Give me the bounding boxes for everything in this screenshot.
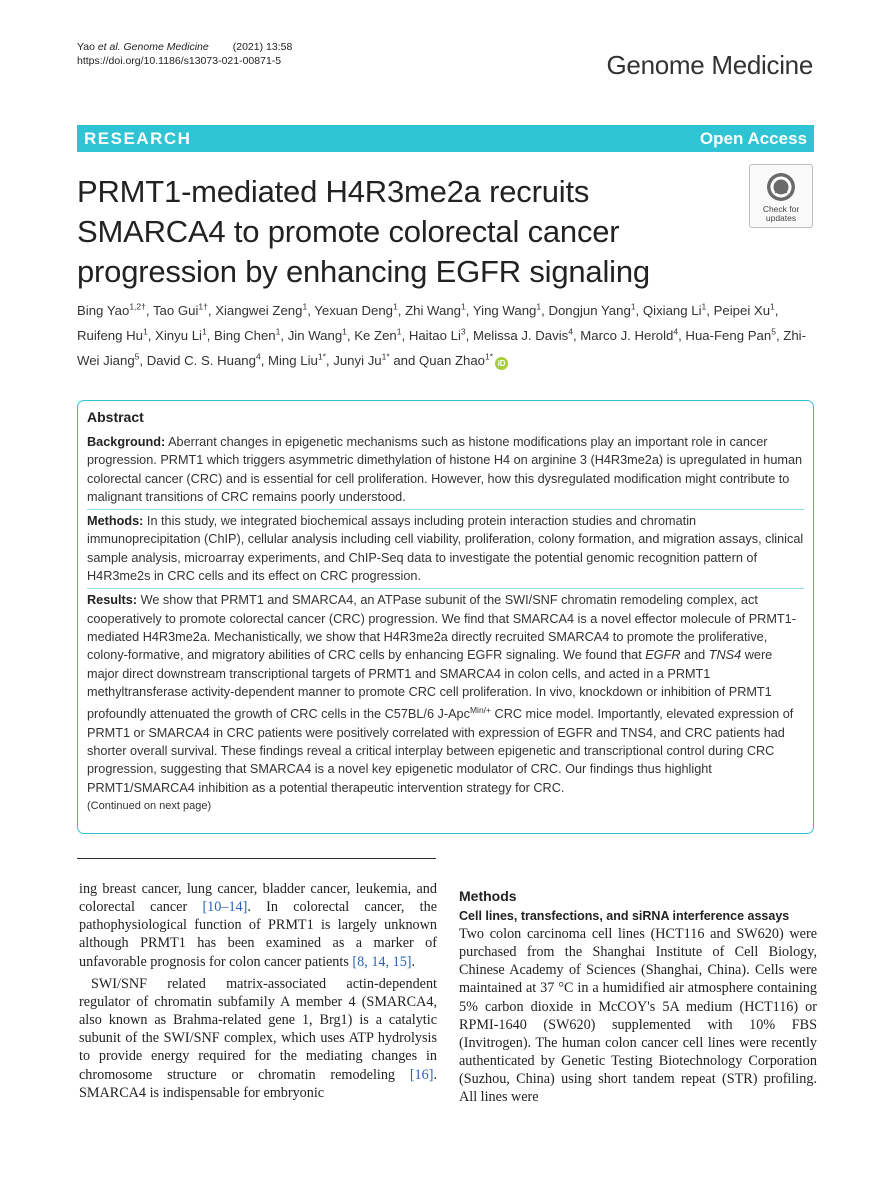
author-name: Dongjun Yang xyxy=(548,303,631,318)
author-name: Ying Wang xyxy=(472,303,537,318)
subsection-heading: Cell lines, transfections, and siRNA interference assays xyxy=(459,909,790,923)
author-name: Jin Wang xyxy=(287,328,343,343)
body-paragraph xyxy=(79,975,437,1102)
citation-link[interactable]: [16] xyxy=(409,1066,434,1083)
abstract-background xyxy=(87,433,804,506)
author-affiliation: 4 xyxy=(568,326,573,337)
author-name: Hua-Feng Pan xyxy=(685,328,772,343)
author-name: Ke Zen xyxy=(354,328,397,343)
author-name: David C. S. Huang xyxy=(146,353,256,368)
citation-journal: Genome Medicine xyxy=(123,41,209,53)
author-name: Haitao Li xyxy=(408,328,461,343)
body-text: SWI/SNF related matrix-associated actin-dependent regulator of chromatin subfamily A member 4 (SMARCA4, also known as Brahma-related gene 1, Brg1) is a catalytic subunit of the SWI/SNF complex, which uses ATP hydrolysis to provide energy required for the mediating changes in chromosome structure or chromatin remodeling xyxy=(79,975,437,1083)
abstract-separator xyxy=(87,509,804,510)
section-heading: Methods xyxy=(459,888,517,904)
check-for-updates-label xyxy=(763,205,799,223)
article-title: PRMT1-mediated H4R3me2a recruits SMARCA4 to promote colorectal cancer progression by enhancing EGFR signaling xyxy=(77,174,650,289)
body-text: . In colorectal cancer, the pathophysiological function of PRMT1 is largely unknown although PRMT1 has been examined as a marker of unfavorable prognosis for colon cancer patients xyxy=(79,899,438,970)
results-label: Results: xyxy=(87,593,138,608)
check-for-updates-icon xyxy=(765,171,797,203)
running-header xyxy=(77,40,292,68)
author-name: Peipei Xu xyxy=(713,303,771,318)
open-access-label: Open Access xyxy=(699,128,807,148)
author-name: Qixiang Li xyxy=(642,303,702,318)
author-name: Tao Gui xyxy=(152,303,199,318)
article-type-label: RESEARCH xyxy=(84,128,192,148)
body-right-column xyxy=(459,886,817,1107)
author-affiliation: 1 xyxy=(630,301,636,312)
background-text: Aberrant changes in epigenetic mechanisms such as histone modifications play an important role in cancer progression. PRMT1 which triggers asymmetric dimethylation of histone H4 on arginine 3 (H4R3me2a) is upregulated in human colorectal cancer (CRC) and is essential for cell proliferation. However, how this dysregulated modification might contribute to malignant transitions of CRC remains poorly understood. xyxy=(87,435,803,504)
results-text-3: CRC mice model. Importantly, elevated expression of PRMT1 or SMARCA4 in CRC patients were positively correlated with expression of EGFR and TNS4, and CRC patients had shorter overall survival. These findings reveal a critical interplay between epigenetic and transcriptional control during CRC progression, suggesting that SMARCA4 is a novel key epigenetic modulator of CRC. Our findings thus highlight PRMT1/SMARCA4 inhibition as a potential therapeutic intervention strategy for CRC. xyxy=(87,707,794,795)
author-affiliation: 3 xyxy=(460,326,466,337)
author-name: Bing Chen xyxy=(214,328,276,343)
results-text-1: We show that PRMT1 and SMARCA4, an ATPase subunit of the SWI/SNF chromatin remodeling complex, act cooperatively to promote colorectal cancer (CRC) progression. We find that SMARCA4 is a novel effector molecule of PRMT1-mediated H4R3me2a. Mechanistically, we show that H4R3me2a directly recruited SMARCA4 to promote the proliferative, colony-formative, and migratory abilities of CRC cells by enhancing EGFR signaling. We found that xyxy=(87,593,796,663)
author-name: Xiangwei Zeng xyxy=(215,303,303,318)
abstract-box xyxy=(77,400,814,834)
author-affiliation: 1 xyxy=(142,326,148,337)
author-affiliation: 1 xyxy=(701,301,707,312)
citation-etal: et al. xyxy=(97,41,121,53)
author-name: Ruifeng Hu xyxy=(77,328,143,343)
abstract-separator xyxy=(87,588,804,589)
author-name: Bing Yao xyxy=(77,303,130,318)
author-name: Xinyu Li xyxy=(155,328,202,343)
author-name: Zhi-Wei Jiang xyxy=(77,328,806,368)
author-affiliation: 1* xyxy=(317,351,326,362)
author-affiliation: 1 xyxy=(201,326,207,337)
results-and: and xyxy=(684,648,706,663)
doi-link[interactable]: https://doi.org/10.1186/s13073-021-00871-5 xyxy=(77,55,282,67)
author-name: Yexuan Deng xyxy=(314,303,393,318)
author-name: Junyi Ju xyxy=(333,353,382,368)
author-affiliation: 1 xyxy=(536,301,542,312)
author-affiliation: 1 xyxy=(342,326,347,337)
author-name: Zhi Wang xyxy=(405,303,462,318)
citation-authors: Yao xyxy=(77,41,95,53)
author-affiliation: 1 xyxy=(770,301,775,312)
citation-link[interactable]: [8, 14, 15] xyxy=(352,953,412,970)
author-name: Quan Zhao xyxy=(419,353,486,368)
author-name: Melissa J. Davis xyxy=(472,328,569,343)
author-affiliation: 1 xyxy=(275,326,281,337)
author-list: Bing Yao$^{1,2\dagger}$, Tao Gui$^{1\dagger}$, Xiangwei Zeng$^1$, Yexuan Deng$^1$, Zhi Wang$^1$, Ying Wang$^1$, Dongjun Yang$^1$, Qixiang Li$^1$, Peipei Xu$^1$, Ruifeng Hu$^1$, Xinyu Li$^1$, Bing Chen$^1$, Jin Wang$^1$, Ke Zen$^1$, Haitao Li$^3$, Melissa J. Davis$^4$, Marco J. Herold$^4$, Hua-Feng Pan$^5$, Zhi-Wei Jiang$^5$, David C. S. Huang$^4$, Ming Liu$^{1*}$, Junyi $Ju^{1*}$ and Quan Zhao$^{1*}$iD xyxy=(77,301,806,368)
author-affiliation: 1 xyxy=(396,326,402,337)
check-updates-line1: Check for xyxy=(762,204,800,214)
check-updates-line2: updates xyxy=(765,213,797,223)
author-name: Ming Liu xyxy=(268,353,318,368)
citation-link[interactable]: [10–14] xyxy=(202,899,248,916)
author-affiliation: 1† xyxy=(198,301,208,312)
author-affiliation: 4 xyxy=(255,351,261,362)
background-label: Background: xyxy=(87,435,166,449)
results-text-2: were major direct downstream transcriptional targets of PRMT1 and SMARCA4 in colon cells, and acted in a PRMT1 methyltransferase activity-dependent manner to promote CRC cell proliferation. In vivo, knockdown or inhibition of PRMT1 profoundly attenuated the growth of CRC cells in the C57BL/6 J-Apc xyxy=(87,648,773,722)
citation-year-volume: (2021) 13:58 xyxy=(232,41,293,53)
author-affiliation: 5 xyxy=(771,326,776,337)
body-text: . SMARCA4 is indispensable for embryonic xyxy=(79,1066,438,1101)
journal-name: Genome Medicine xyxy=(606,50,813,80)
author-affiliation: 1 xyxy=(302,301,308,312)
author-affiliation: 1 xyxy=(393,301,398,312)
abstract-methods xyxy=(87,512,804,585)
body-paragraph: Two colon carcinoma cell lines (HCT116 and SW620) were purchased from the Shanghai Institute of Cell Biology, Chinese Academy of Sciences (Shanghai, China). Cells were maintained at 37 °C in a humidified air atmosphere containing 5% carbon dioxide in McCOY's 5A medium (HCT116) or RPMI-1640 (SW620) supplemented with 10% FBS (Invitrogen). The human colon cancer cell lines were recently authenticated by Genetic Testing Biotechnology Corporation (Suzhou, China) using short tandem repeat (STR) profiling. All lines were xyxy=(459,926,817,1106)
check-for-updates-button[interactable] xyxy=(749,164,813,228)
abstract-heading: Abstract xyxy=(87,409,144,425)
body-left-column xyxy=(79,880,437,1102)
author-affiliation: 5 xyxy=(134,351,140,362)
methods-text: In this study, we integrated biochemical assays including protein interaction studies and chromatin immunoprecipitation (ChIP), cellular analysis including cell viability, proliferation, colony formation, and migration assays, clinical sample analysis, microarray experiments, and ChIP-Seq data to investigate the potential genomic recognition pattern of H4R3me2s in CRC cells and its effect on CRC progression. xyxy=(87,514,804,584)
article-type-banner xyxy=(77,125,814,152)
body-text: . xyxy=(411,953,416,970)
author-affiliation: 4 xyxy=(673,326,679,337)
gene-tns4: TNS4 xyxy=(708,648,742,663)
orcid-icon[interactable]: iD xyxy=(495,357,508,370)
abstract-results xyxy=(87,591,804,797)
body-text: ing breast cancer, lung cancer, bladder cancer, leukemia, and colorectal cancer xyxy=(79,881,437,916)
author-affiliation: 1,2† xyxy=(129,301,146,312)
author-name: Marco J. Herold xyxy=(580,328,674,343)
author-affiliation: 1* xyxy=(485,351,494,362)
column-divider xyxy=(77,858,436,859)
citation-line xyxy=(77,40,292,54)
author-affiliation: 1 xyxy=(461,301,466,312)
author-affiliation: 1* xyxy=(381,351,390,362)
continued-note: (Continued on next page) xyxy=(87,799,212,812)
gene-egfr: EGFR xyxy=(645,648,681,663)
apc-superscript: Min/+ xyxy=(469,705,491,716)
methods-label: Methods: xyxy=(87,514,144,529)
body-paragraph xyxy=(79,880,437,971)
